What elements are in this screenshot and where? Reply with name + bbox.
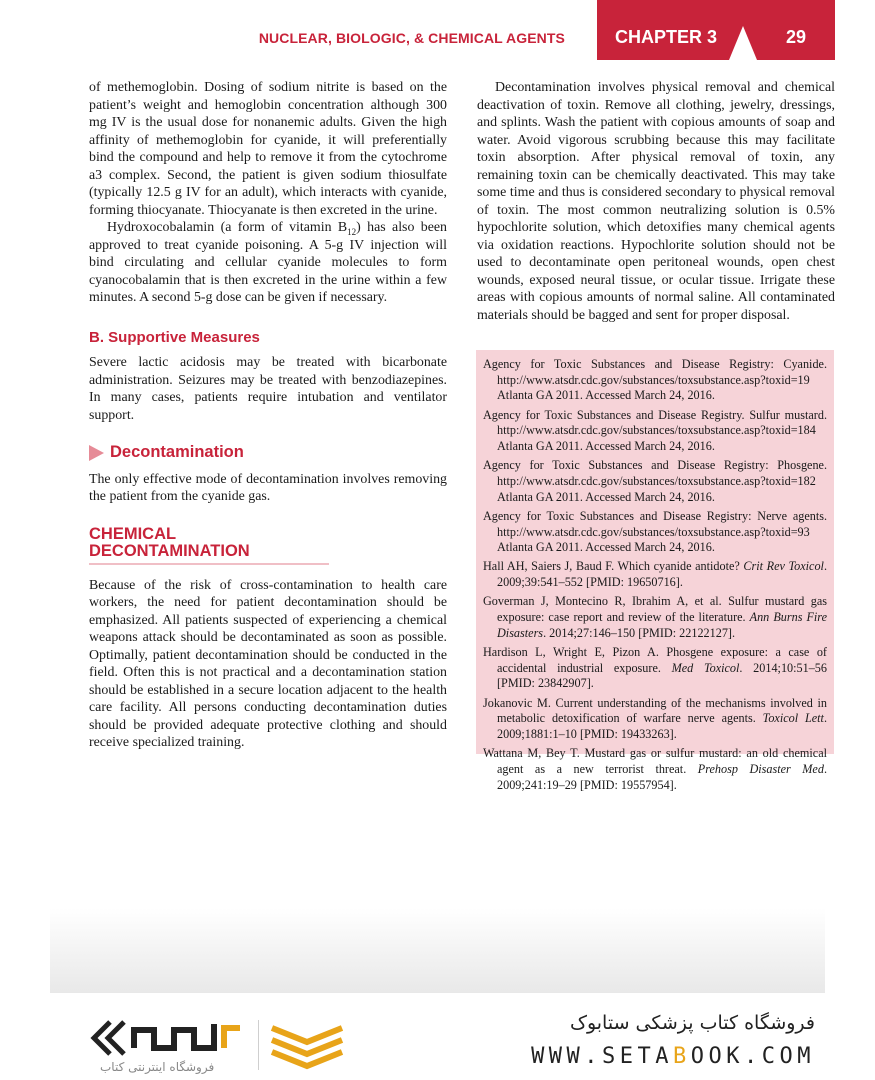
reference-item [483, 746, 827, 793]
tab-notch-triangle [729, 26, 757, 60]
reference-text: Agency for Toxic Substances and Disease Registry. Sulfur mustard. http://www.atsdr.cdc.gov/substances/toxsubstance.asp?toxid=184 Atlanta GA 2011. Accessed March 24, 2016. [483, 407, 827, 454]
reference-citation: . 2009;39:541–552 [PMID: 19650716]. [497, 559, 827, 590]
chevrons-icon [268, 1020, 346, 1070]
chapter-label: CHAPTER 3 [615, 27, 718, 47]
reference-item [483, 357, 827, 404]
reference-text: Wattana M, Bey T. Mustard gas or sulfur mustard: an old chemical agent as a new terrorist threat. [483, 746, 827, 776]
reference-citation: . 2014;10:51–56 [PMID: 23842907]. [497, 660, 827, 691]
reference-item [483, 458, 827, 505]
text-run: ) has also been approved to treat cyanide poisoning. A 5-g IV injection will bind circulating and cellular cyanide molecules to form cyanocobalamin that is then excreted in the urine within a few minutes. A second 5-g dose can be given if necessary. [89, 220, 447, 305]
reference-text: Hardison L, Wright E, Pizon A. Phosgene exposure: a case of accidental industrial exposure. [483, 644, 827, 675]
reference-journal: Prehosp Disaster Med [697, 761, 824, 776]
reference-item [483, 559, 827, 590]
running-head-title: NUCLEAR, BIOLOGIC, & CHEMICAL AGENTS [258, 30, 565, 46]
left-column [89, 79, 447, 752]
paragraph: of methemoglobin. Dosing of sodium nitrite is based on the patient’s weight and hemoglobin concentration although 300 mg IV is the usual dose for nonanemic adults. Given the high affinity of methemoglobin for cyanide, it will preferentially bind the compound and help to remove it from the cytochrome a3 complex. Second, the patient is given sodium thiosulfate (typically 12.5 g IV for an adult), which interacts with cyanide, forming thiocyanate. Thiocyanate is then excreted in the urine. [89, 80, 447, 218]
divider [258, 1020, 259, 1070]
reference-text: Agency for Toxic Substances and Disease Registry: Phosgene. http://www.atsdr.cdc.gov/substances/toxsubstance.asp?toxid=182 Atlanta GA 2011. Accessed March 24, 2016. [483, 458, 827, 504]
references-box [476, 350, 834, 792]
logo-subtitle: فروشگاه اینترنتی کتاب [100, 1060, 215, 1074]
setabook-logo-icon [90, 1018, 250, 1058]
paragraph-hydroxocobalamin [89, 219, 447, 307]
page-number: 29 [786, 27, 807, 47]
reference-text: Jokanovic M. Current understanding of the mechanisms involved in metabolic detoxification of warfare nerve agents. [483, 695, 827, 726]
reference-journal: Ann Burns Fire Disasters [497, 610, 828, 640]
reference-journal: Med Toxicol [671, 660, 740, 675]
reference-item [483, 408, 827, 455]
store-name-persian: فروشگاه کتاب پزشکی ستابوک [569, 1012, 815, 1034]
store-url [531, 1044, 815, 1069]
page-bottom-shadow [50, 908, 825, 993]
paragraph: Decontamination involves physical removal and chemical deactivation of toxin. Remove all clothing, jewelry, dressings, and splints. Wash the patient with copious amounts of soap and water. Avoid vigorous scrubbing because this may facilitate toxin absorption. After physical removal of toxin, any remaining toxin can be chemically deactivated. This may take some time and thus is considered secondary to physical removal of toxin. The most common neutralizing solution is 0.5% hypochlorite solution, which detoxifies many chemical agents via oxidation reactions. Hypochlorite solution should not be used to decontaminate open peritoneal wounds, open chest wounds, exposed neural tissue, or ocular tissue. Irrigate these areas with copious amounts of normal saline. All contaminated materials should be bagged and sent for proper disposal. [477, 80, 835, 323]
right-column [477, 79, 835, 324]
paragraph: Severe lactic acidosis may be treated with bicarbonate administration. Seizures may be treated with benzodiazepines. In many cases, patients require intubation and ventilator support. [89, 355, 447, 423]
url-part-highlight: B [673, 1044, 691, 1069]
heading-chemical-decontamination: CHEMICAL DECONTAMINATION [89, 526, 329, 565]
reference-item [483, 645, 827, 692]
reference-text: Agency for Toxic Substances and Disease Registry: Nerve agents. http://www.atsdr.cdc.gov/substances/toxsubstance.asp?toxid=93 Atlanta GA 2011. Accessed March 24, 2016. [483, 508, 827, 555]
reference-citation: . 2009;1881:1–10 [PMID: 19433263]. [497, 711, 827, 741]
reference-citation: . 2014;27:146–150 [PMID: 22122127]. [543, 625, 736, 640]
subscript: 12 [347, 226, 357, 237]
triangle-bullet-icon [89, 445, 104, 461]
reference-item [483, 696, 827, 743]
reference-text: Goverman J, Montecino R, Ibrahim A, et al. Sulfur mustard gas exposure: case report and review of the literature. [483, 594, 827, 625]
reference-journal: Crit Rev Toxicol [743, 559, 824, 574]
reference-item [483, 509, 827, 556]
url-part: WWW.SETA [531, 1044, 674, 1069]
heading-supportive-measures: B. Supportive Measures [89, 328, 260, 346]
paragraph: Because of the risk of cross-contamination to health care workers, the need for patient decontamination should be emphasized. All patients suspected of experiencing a chemical weapons attack should be decontaminated as soon as possible. Optimally, patient decontamination should be conducted in the field. Often this is not practical and a decontamination station should be established in a secure location adjacent to the health care facility. All persons conducting decontamination duties should be provided adequate protective clothing and should receive specialized training. [89, 577, 447, 750]
text-run: Hydroxocobalamin (a form of vitamin B [107, 220, 348, 235]
url-part: OOK.COM [690, 1044, 815, 1069]
heading-decontamination [89, 444, 447, 462]
reference-journal: Toxicol Lett [762, 711, 824, 726]
chapter-tab [597, 0, 835, 60]
reference-text: Hall AH, Saiers J, Baud F. Which cyanide antidote? [483, 559, 744, 574]
reference-citation: . 2009;241:19–29 [PMID: 19557954]. [497, 761, 827, 792]
references-list [483, 357, 827, 793]
paragraph: The only effective mode of decontamination involves removing the patient from the cyanide gas. [89, 471, 447, 504]
heading-text: Decontamination [110, 443, 244, 461]
reference-item [483, 594, 827, 641]
reference-text: Agency for Toxic Substances and Disease Registry: Cyanide. http://www.atsdr.cdc.gov/substances/toxsubstance.asp?toxid=19 Atlanta GA 2011. Accessed March 24, 2016. [483, 357, 827, 403]
